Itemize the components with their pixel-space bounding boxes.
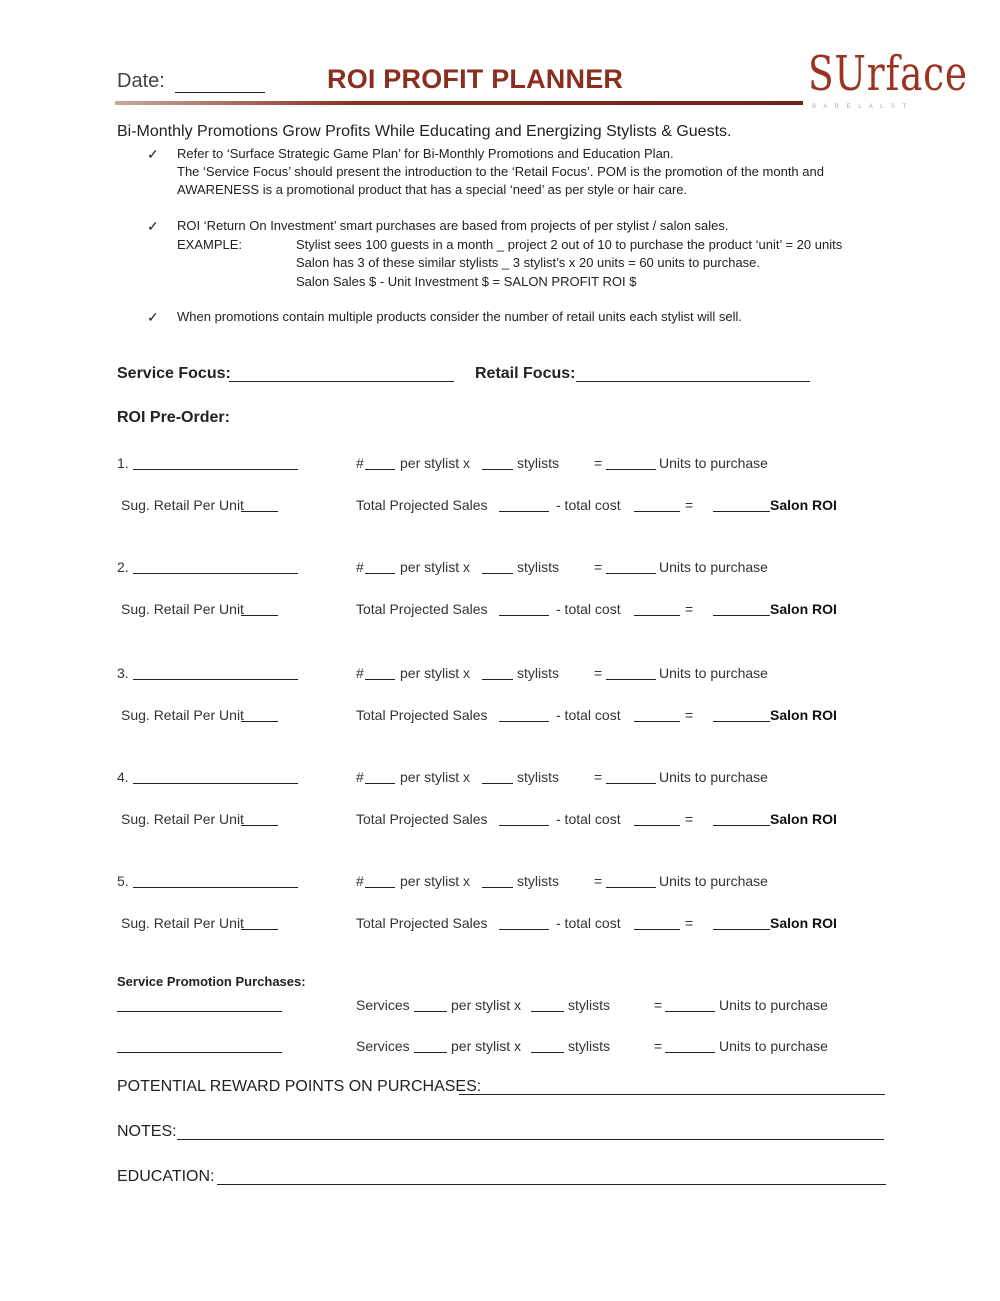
intro-headline: Bi-Monthly Promotions Grow Profits While Educating and Energizing Stylists & Guests.	[117, 123, 732, 140]
item-number: 3.	[117, 665, 129, 681]
item-number: 4.	[117, 769, 129, 785]
total-cost-label: - total cost	[556, 811, 621, 827]
stylists-label: stylists	[568, 997, 610, 1013]
preorder-heading: ROI Pre-Order:	[117, 409, 230, 426]
product-name-field[interactable]	[133, 783, 298, 784]
total-sales-label: Total Projected Sales	[356, 915, 488, 931]
equals-label: =	[594, 455, 603, 471]
services-label: Services	[356, 1038, 410, 1054]
total-cost-label: - total cost	[556, 915, 621, 931]
salon-roi-label: Salon ROI	[770, 707, 837, 723]
bullet1-line1: Refer to ‘Surface Strategic Game Plan’ for Bi-Monthly Promotions and Education Plan.	[177, 146, 674, 161]
equals-label: =	[685, 707, 694, 723]
units-field[interactable]	[606, 573, 656, 574]
total-cost-field[interactable]	[634, 929, 680, 930]
checkmark-icon: ✓	[147, 309, 159, 325]
stylists-label: stylists	[517, 665, 559, 681]
total-sales-label: Total Projected Sales	[356, 601, 488, 617]
example-label: EXAMPLE:	[177, 237, 243, 252]
equals-label: =	[594, 873, 603, 889]
checkmark-icon: ✓	[147, 146, 159, 162]
equals-label: =	[594, 559, 603, 575]
services-label: Services	[356, 997, 410, 1013]
stylists-label: stylists	[517, 769, 559, 785]
product-name-field[interactable]	[133, 469, 298, 470]
stylists-count-field[interactable]	[482, 469, 513, 470]
retail-focus-field[interactable]	[576, 381, 810, 382]
stylists-label: stylists	[517, 559, 559, 575]
per-stylist-field[interactable]	[365, 887, 395, 888]
education-label: EDUCATION:	[117, 1168, 215, 1185]
date-label: Date:	[117, 70, 165, 92]
reward-points-field[interactable]	[459, 1094, 885, 1095]
stylists-count-field[interactable]	[482, 783, 513, 784]
notes-label: NOTES:	[117, 1123, 177, 1140]
item-number: 5.	[117, 873, 129, 889]
total-sales-label: Total Projected Sales	[356, 707, 488, 723]
per-stylist-label: per stylist x	[451, 1038, 522, 1054]
brand-tagline: B A R E L A L S T	[812, 104, 910, 110]
sug-retail-label: Sug. Retail Per Unit	[121, 601, 244, 617]
notes-field[interactable]	[177, 1139, 884, 1140]
total-cost-field[interactable]	[634, 511, 680, 512]
example-line2: Salon has 3 of these similar stylists _ 3 stylist’s x 20 units = 60 units to purchase.	[296, 255, 761, 270]
page-title: ROI PROFIT PLANNER	[327, 64, 624, 94]
total-sales-label: Total Projected Sales	[356, 497, 488, 513]
stylists-count-field[interactable]	[482, 679, 513, 680]
total-cost-field[interactable]	[634, 825, 680, 826]
equals-label: =	[685, 497, 694, 513]
example-line3: Salon Sales $ - Unit Investment $ = SALON PROFIT ROI $	[296, 274, 637, 289]
services-count-field[interactable]	[414, 1011, 447, 1012]
salon-roi-field[interactable]	[713, 511, 770, 512]
stylists-count-field[interactable]	[482, 887, 513, 888]
sug-retail-label: Sug. Retail Per Unit	[121, 915, 244, 931]
hash-label: #	[356, 559, 364, 575]
equals-label: =	[654, 997, 663, 1013]
total-sales-field[interactable]	[499, 615, 549, 616]
reward-points-label: POTENTIAL REWARD POINTS ON PURCHASES:	[117, 1078, 482, 1095]
sug-retail-field[interactable]	[241, 721, 278, 722]
units-field[interactable]	[606, 679, 656, 680]
sug-retail-label: Sug. Retail Per Unit	[121, 497, 244, 513]
total-sales-field[interactable]	[499, 721, 549, 722]
brand-logo: SUrface	[808, 46, 968, 102]
per-stylist-label: per stylist x	[400, 665, 471, 681]
units-field[interactable]	[606, 469, 656, 470]
per-stylist-label: per stylist x	[400, 873, 471, 889]
equals-label: =	[685, 811, 694, 827]
stylists-count-field[interactable]	[531, 1011, 564, 1012]
services-count-field[interactable]	[414, 1052, 447, 1053]
total-cost-label: - total cost	[556, 601, 621, 617]
total-cost-field[interactable]	[634, 615, 680, 616]
hash-label: #	[356, 665, 364, 681]
bullet3-line1: When promotions contain multiple products consider the number of retail units each stylist will sell.	[177, 309, 743, 324]
stylists-count-field[interactable]	[531, 1052, 564, 1053]
per-stylist-label: per stylist x	[400, 769, 471, 785]
units-label: Units to purchase	[659, 769, 768, 785]
per-stylist-field[interactable]	[365, 469, 395, 470]
product-name-field[interactable]	[133, 573, 298, 574]
units-label: Units to purchase	[719, 997, 828, 1013]
example-line1: Stylist sees 100 guests in a month _ project 2 out of 10 to purchase the product ‘unit’ = 20 units	[296, 237, 843, 252]
sug-retail-label: Sug. Retail Per Unit	[121, 707, 244, 723]
salon-roi-field[interactable]	[713, 721, 770, 722]
stylists-count-field[interactable]	[482, 573, 513, 574]
stylists-label: stylists	[517, 455, 559, 471]
service-promo-heading: Service Promotion Purchases:	[117, 974, 306, 989]
salon-roi-label: Salon ROI	[770, 811, 837, 827]
hash-label: #	[356, 873, 364, 889]
service-name-field[interactable]	[117, 1052, 282, 1053]
item-number: 1.	[117, 455, 129, 471]
equals-label: =	[594, 665, 603, 681]
sug-retail-field[interactable]	[241, 615, 278, 616]
header-rule	[115, 101, 803, 105]
bullet1-line3: AWARENESS is a promotional product that has a special ‘need’ as per style or hair care.	[177, 182, 688, 197]
per-stylist-label: per stylist x	[451, 997, 522, 1013]
stylists-label: stylists	[517, 873, 559, 889]
salon-roi-field[interactable]	[713, 825, 770, 826]
product-name-field[interactable]	[133, 887, 298, 888]
total-cost-label: - total cost	[556, 707, 621, 723]
total-cost-label: - total cost	[556, 497, 621, 513]
stylists-label: stylists	[568, 1038, 610, 1054]
units-label: Units to purchase	[719, 1038, 828, 1054]
education-field[interactable]	[217, 1184, 886, 1185]
retail-focus-label: Retail Focus:	[475, 365, 576, 382]
total-sales-field[interactable]	[499, 929, 549, 930]
total-cost-field[interactable]	[634, 721, 680, 722]
item-number: 2.	[117, 559, 129, 575]
per-stylist-field[interactable]	[365, 573, 395, 574]
equals-label: =	[685, 601, 694, 617]
date-field[interactable]	[175, 92, 265, 93]
units-label: Units to purchase	[659, 455, 768, 471]
sug-retail-field[interactable]	[241, 929, 278, 930]
equals-label: =	[654, 1038, 663, 1054]
units-field[interactable]	[665, 1011, 715, 1012]
bullet1-line2: The ‘Service Focus’ should present the introduction to the ‘Retail Focus’. POM is the promotion of the month and	[177, 164, 824, 179]
hash-label: #	[356, 769, 364, 785]
equals-label: =	[685, 915, 694, 931]
sug-retail-field[interactable]	[241, 825, 278, 826]
sug-retail-field[interactable]	[241, 511, 278, 512]
units-label: Units to purchase	[659, 873, 768, 889]
per-stylist-label: per stylist x	[400, 559, 471, 575]
total-sales-label: Total Projected Sales	[356, 811, 488, 827]
hash-label: #	[356, 455, 364, 471]
per-stylist-label: per stylist x	[400, 455, 471, 471]
salon-roi-label: Salon ROI	[770, 915, 837, 931]
units-label: Units to purchase	[659, 665, 768, 681]
service-name-field[interactable]	[117, 1011, 282, 1012]
total-sales-field[interactable]	[499, 825, 549, 826]
bullet2-line1: ROI ‘Return On Investment’ smart purchases are based from projects of per stylist / salon sales.	[177, 218, 729, 233]
equals-label: =	[594, 769, 603, 785]
salon-roi-label: Salon ROI	[770, 497, 837, 513]
salon-roi-field[interactable]	[713, 615, 770, 616]
units-label: Units to purchase	[659, 559, 768, 575]
salon-roi-field[interactable]	[713, 929, 770, 930]
units-field[interactable]	[665, 1052, 715, 1053]
sug-retail-label: Sug. Retail Per Unit	[121, 811, 244, 827]
checkmark-icon: ✓	[147, 218, 159, 234]
salon-roi-label: Salon ROI	[770, 601, 837, 617]
per-stylist-field[interactable]	[365, 783, 395, 784]
product-name-field[interactable]	[133, 679, 298, 680]
service-focus-field[interactable]	[229, 381, 454, 382]
per-stylist-field[interactable]	[365, 679, 395, 680]
units-field[interactable]	[606, 783, 656, 784]
units-field[interactable]	[606, 887, 656, 888]
service-focus-label: Service Focus:	[117, 365, 231, 382]
total-sales-field[interactable]	[499, 511, 549, 512]
